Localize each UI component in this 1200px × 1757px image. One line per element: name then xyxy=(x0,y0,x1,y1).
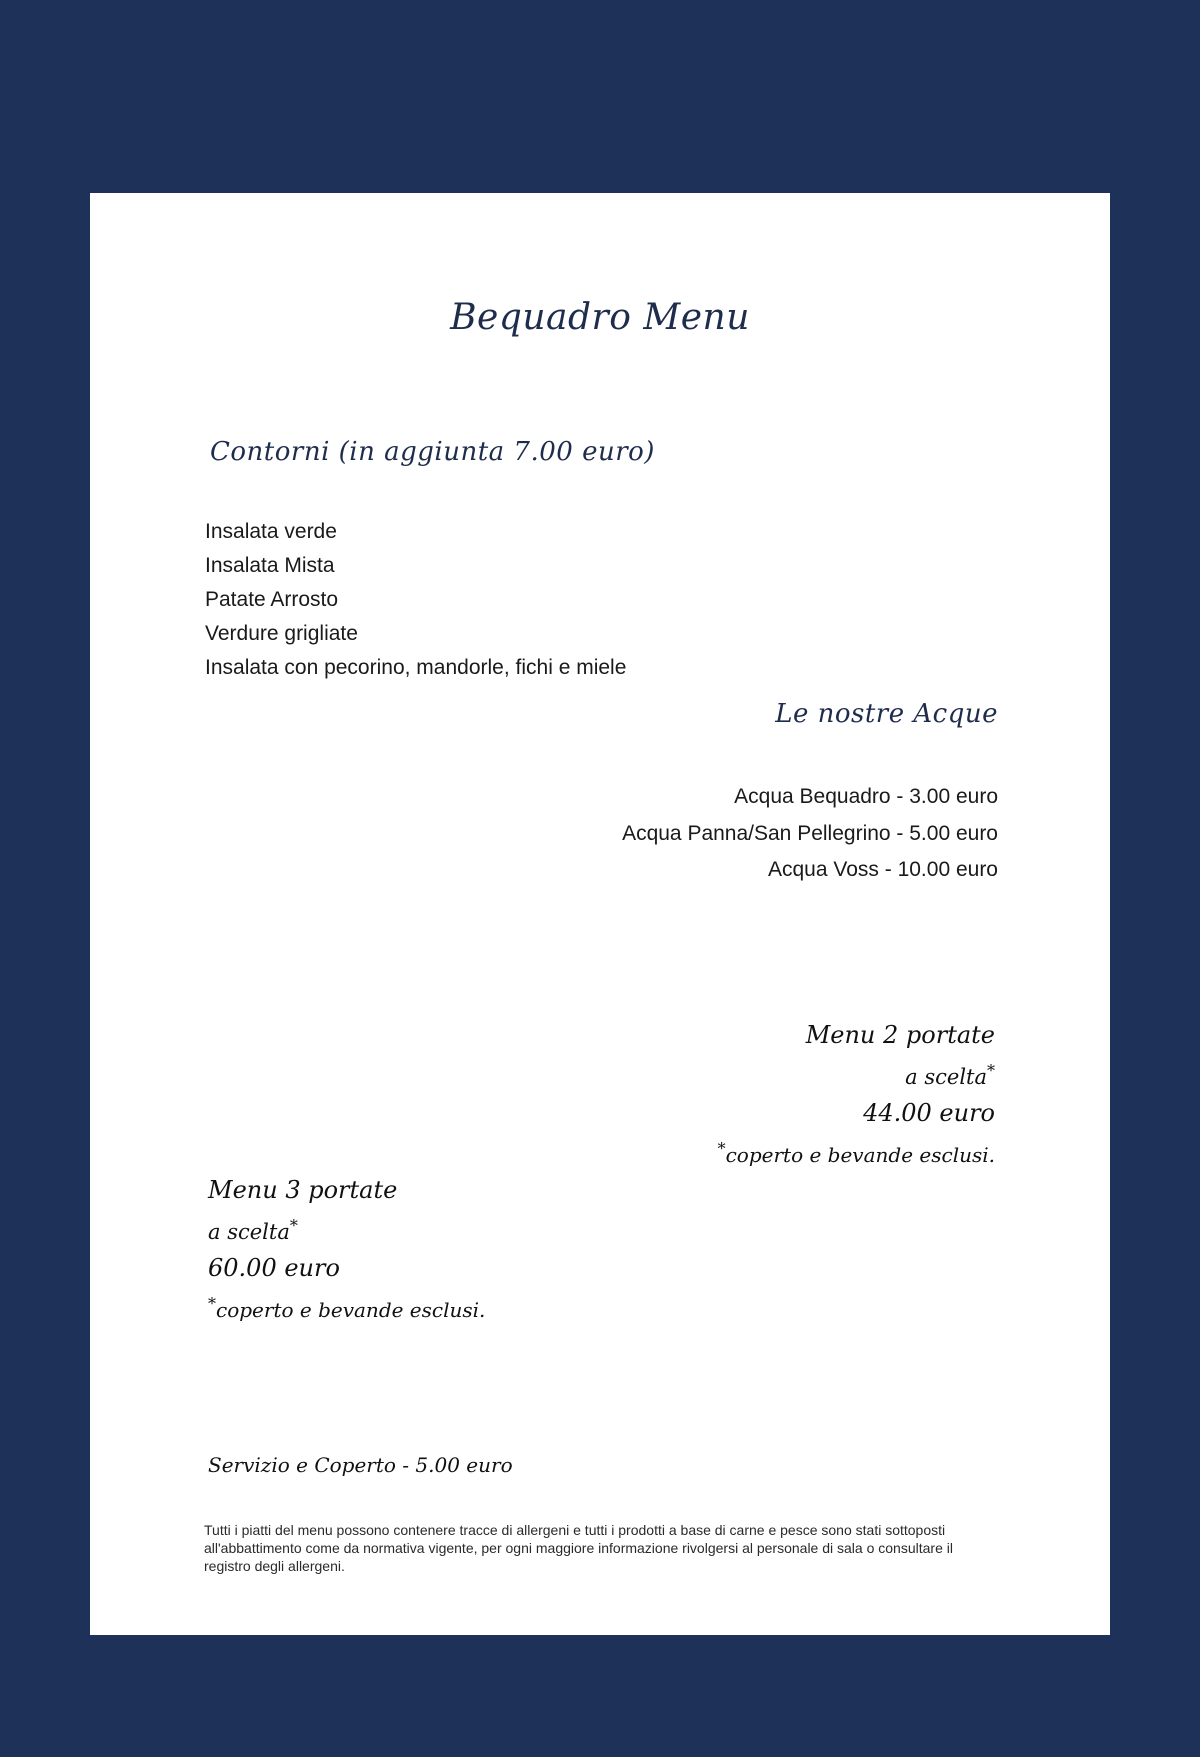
list-item: Acqua Bequadro - 3.00 euro xyxy=(734,785,998,808)
menu-2-note-text: coperto e bevande esclusi. xyxy=(725,1143,995,1167)
menu-3-choice xyxy=(208,1208,485,1250)
asterisk: * xyxy=(208,1294,216,1313)
contorni-heading: Contorni (in aggiunta 7.00 euro) xyxy=(210,437,655,467)
menu-2-title: Menu 2 portate xyxy=(805,1021,995,1049)
menu-title: Bequadro Menu xyxy=(450,297,750,338)
menu-2-note xyxy=(718,1131,995,1173)
acque-list xyxy=(622,779,998,889)
menu-3-price: 60.00 euro xyxy=(208,1254,340,1282)
list-item: Insalata Mista xyxy=(205,554,335,577)
menu-2-choice-text: a scelta xyxy=(905,1065,987,1089)
list-item: Insalata con pecorino, mandorle, fichi e miele xyxy=(205,656,627,679)
menu-3-note xyxy=(208,1286,485,1328)
menu-3-choice-text: a scelta xyxy=(208,1220,290,1244)
asterisk: * xyxy=(289,1216,298,1235)
contorni-list xyxy=(205,515,626,685)
menu-3-note-text: coperto e bevande esclusi. xyxy=(216,1298,486,1322)
list-item: Acqua Panna/San Pellegrino - 5.00 euro xyxy=(622,821,998,845)
list-item: Acqua Voss - 10.00 euro xyxy=(768,858,998,881)
menu-2-choice xyxy=(718,1053,995,1095)
menu-2-portate xyxy=(718,1017,995,1173)
menu-page xyxy=(90,193,1110,1635)
asterisk: * xyxy=(717,1139,726,1158)
servizio-coperto: Servizio e Coperto - 5.00 euro xyxy=(208,1453,513,1477)
list-item: Verdure grigliate xyxy=(205,622,358,645)
menu-3-title: Menu 3 portate xyxy=(208,1176,398,1204)
list-item: Patate Arrosto xyxy=(205,588,339,611)
list-item: Insalata verde xyxy=(205,520,337,543)
allergen-footnote: Tutti i piatti del menu possono contenere tracce di allergeni e tutti i prodotti a base di carne e pesce sono stati sottoposti all'abbattimento come da normativa vigente, per ogni maggiore informazione rivolgersi al personale di sala o consultare il registro degli allergeni. xyxy=(204,1522,953,1574)
asterisk: * xyxy=(987,1061,995,1080)
menu-3-portate xyxy=(208,1172,485,1328)
menu-2-price: 44.00 euro xyxy=(863,1099,995,1127)
acque-heading: Le nostre Acque xyxy=(775,699,998,729)
